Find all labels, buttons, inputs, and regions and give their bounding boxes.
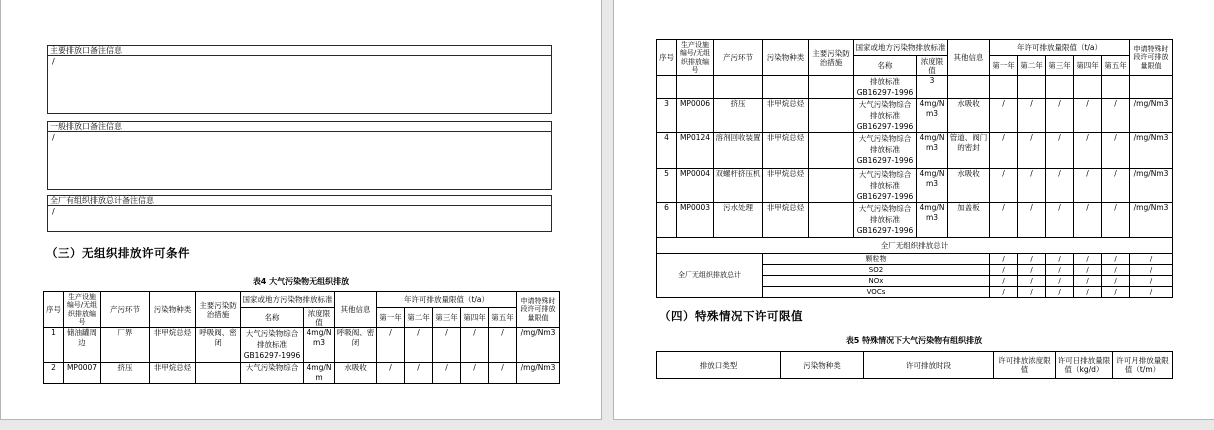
cell-pollutant: 非甲烷总烃 bbox=[150, 328, 196, 363]
remark-value: / bbox=[47, 55, 552, 114]
cell-measures bbox=[809, 169, 854, 203]
col-outlet-type: 排放口类型 bbox=[657, 352, 781, 379]
cell-facility: MP0003 bbox=[677, 203, 714, 238]
cell-process: 挤压 bbox=[101, 363, 150, 384]
cell-standard bbox=[854, 99, 917, 133]
col-annual-group: 年许可排放量限值（t/a） bbox=[990, 40, 1130, 56]
standard-line: GB16297-1996 bbox=[243, 351, 301, 360]
summary-value: / bbox=[1018, 276, 1046, 287]
cell-measures bbox=[809, 76, 854, 99]
cell-seq: 2 bbox=[44, 363, 64, 384]
table-row bbox=[657, 133, 1173, 169]
cell-year4 bbox=[1074, 76, 1102, 99]
summary-value: / bbox=[1102, 276, 1130, 287]
cell-year5: / bbox=[1102, 133, 1130, 169]
summary-value: / bbox=[1018, 287, 1046, 298]
cell-pollutant: 非甲烷总烃 bbox=[763, 169, 809, 203]
cell-facility: MP0007 bbox=[64, 363, 101, 384]
standard-line: 排放标准 bbox=[870, 215, 900, 224]
summary-value: / bbox=[1046, 287, 1074, 298]
standard-line: 排放标准 bbox=[870, 181, 900, 190]
summary-value: / bbox=[1102, 254, 1130, 265]
document-page-right bbox=[613, 0, 1214, 420]
remark-section-main-outlet bbox=[47, 45, 552, 114]
cell-facility bbox=[677, 76, 714, 99]
col-monthly-limit: 许可月排放量限值（t/m） bbox=[1113, 352, 1173, 379]
cell-year3: / bbox=[433, 363, 461, 384]
cell-year3: / bbox=[433, 328, 461, 363]
summary-value: / bbox=[1102, 287, 1130, 298]
document-page-left bbox=[0, 0, 602, 420]
remark-value: / bbox=[47, 131, 552, 190]
cell-process: 双螺杆挤压机 bbox=[714, 169, 763, 203]
summary-value: / bbox=[990, 287, 1018, 298]
cell-standard bbox=[854, 76, 917, 99]
cell-other: 水吸收 bbox=[948, 169, 990, 203]
col-year2: 第二年 bbox=[405, 308, 433, 328]
col-year3: 第三年 bbox=[1046, 56, 1074, 76]
cell-year3: / bbox=[1046, 169, 1074, 203]
cell-year4: / bbox=[1074, 169, 1102, 203]
col-year5: 第五年 bbox=[489, 308, 517, 328]
cell-seq bbox=[657, 76, 677, 99]
cell-year4: / bbox=[1074, 99, 1102, 133]
cell-seq: 3 bbox=[657, 99, 677, 133]
col-concentration-limit: 浓度限值 bbox=[304, 308, 335, 328]
standard-line: 排放标准 bbox=[257, 340, 287, 349]
cell-year5: / bbox=[489, 328, 517, 363]
cell-process: 挤压 bbox=[714, 99, 763, 133]
cell-year2 bbox=[1018, 76, 1046, 99]
cell-pollutant: 非甲烷总烃 bbox=[763, 133, 809, 169]
cell-limit: 4mg/Nm3 bbox=[917, 133, 948, 169]
cell-pollutant: 非甲烷总烃 bbox=[763, 203, 809, 238]
standard-line: GB16297-1996 bbox=[856, 122, 914, 131]
cell-year3: / bbox=[1046, 133, 1074, 169]
col-year1: 第一年 bbox=[377, 308, 405, 328]
col-daily-limit: 许可日排放量限值（kg/d） bbox=[1056, 352, 1113, 379]
col-concentration-limit: 浓度限值 bbox=[917, 56, 948, 76]
summary-pollutant: SO2 bbox=[763, 265, 990, 276]
cell-facility: MP0006 bbox=[677, 99, 714, 133]
col-year2: 第二年 bbox=[1018, 56, 1046, 76]
remark-title: 一般排放口备注信息 bbox=[47, 121, 552, 132]
cell-other: 加盖板 bbox=[948, 203, 990, 238]
col-year4: 第四年 bbox=[1074, 56, 1102, 76]
table-row bbox=[657, 203, 1173, 238]
cell-year3: / bbox=[1046, 203, 1074, 238]
summary-value: / bbox=[1018, 265, 1046, 276]
cell-year5: / bbox=[1102, 203, 1130, 238]
col-facility: 生产设施编号/无组织排放编号 bbox=[64, 292, 101, 328]
cell-year2: / bbox=[1018, 99, 1046, 133]
standard-line: GB16297-1996 bbox=[856, 226, 914, 235]
cell-process: 溶剂回收装置 bbox=[714, 133, 763, 169]
cell-other: 管道、阀门的密封 bbox=[948, 133, 990, 169]
summary-value: / bbox=[1018, 254, 1046, 265]
cell-year4: / bbox=[1074, 203, 1102, 238]
cell-year4: / bbox=[461, 328, 489, 363]
col-standard-group: 国家或地方污染物排放标准 bbox=[241, 292, 335, 308]
standard-line: 排放标准 bbox=[870, 145, 900, 154]
col-special: 申请特殊时段许可排放量限值 bbox=[517, 292, 560, 328]
summary-value: / bbox=[1130, 265, 1173, 276]
cell-year4: / bbox=[1074, 133, 1102, 169]
col-other: 其他信息 bbox=[335, 292, 377, 328]
col-standard-group: 国家或地方污染物排放标准 bbox=[854, 40, 948, 56]
cell-seq: 1 bbox=[44, 328, 64, 363]
cell-other: 水吸收 bbox=[335, 363, 377, 384]
cell-other: 呼吸阀、密闭 bbox=[335, 328, 377, 363]
table-header-row bbox=[44, 292, 560, 308]
cell-year2: / bbox=[405, 363, 433, 384]
col-year3: 第三年 bbox=[433, 308, 461, 328]
cell-limit: 4mg/Nm3 bbox=[304, 328, 335, 363]
col-process: 产污环节 bbox=[101, 292, 150, 328]
cell-year4: / bbox=[461, 363, 489, 384]
summary-pollutant: 颗粒物 bbox=[763, 254, 990, 265]
summary-value: / bbox=[1130, 287, 1173, 298]
summary-value: / bbox=[1074, 254, 1102, 265]
summary-value: / bbox=[990, 254, 1018, 265]
table-row bbox=[657, 169, 1173, 203]
cell-year1: / bbox=[990, 99, 1018, 133]
remark-value: / bbox=[47, 205, 552, 232]
cell-standard: 大气污染物综合 bbox=[241, 363, 304, 384]
summary-value: / bbox=[1046, 265, 1074, 276]
section-heading-3: （三）无组织排放许可条件 bbox=[46, 246, 190, 260]
cell-special: /mg/Nm3 bbox=[1130, 203, 1173, 238]
cell-year2: / bbox=[405, 328, 433, 363]
cell-standard bbox=[241, 328, 304, 363]
summary-row bbox=[657, 254, 1173, 265]
cell-year1 bbox=[990, 76, 1018, 99]
col-other: 其他信息 bbox=[948, 40, 990, 76]
standard-line: 排放标准 bbox=[870, 77, 900, 86]
cell-measures: 呼吸阀、密闭 bbox=[196, 328, 241, 363]
cell-year1: / bbox=[377, 363, 405, 384]
cell-limit: 4mg/Nm3 bbox=[917, 203, 948, 238]
cell-standard bbox=[854, 133, 917, 169]
col-permit-period: 许可排放时段 bbox=[864, 352, 994, 379]
table4-continued bbox=[656, 39, 1173, 298]
cell-year1: / bbox=[377, 328, 405, 363]
remark-section-plant-total bbox=[47, 195, 552, 232]
table4-title: 表4 大气污染物无组织排放 bbox=[252, 277, 350, 286]
summary-value: / bbox=[1074, 276, 1102, 287]
cell-standard bbox=[854, 203, 917, 238]
col-pollutant: 污染物种类 bbox=[150, 292, 196, 328]
cell-pollutant bbox=[763, 76, 809, 99]
cell-special: /mg/Nm3 bbox=[1130, 99, 1173, 133]
summary-value: / bbox=[1130, 254, 1173, 265]
cell-year5: / bbox=[1102, 99, 1130, 133]
cell-measures bbox=[809, 203, 854, 238]
cell-other: 水吸收 bbox=[948, 99, 990, 133]
col-concentration-limit: 许可排放浓度限值 bbox=[994, 352, 1056, 379]
summary-value: / bbox=[1046, 276, 1074, 287]
cell-limit: 4mg/Nm3 bbox=[917, 99, 948, 133]
col-special: 申请特殊时段许可排放量限值 bbox=[1130, 40, 1173, 76]
summary-value: / bbox=[1102, 265, 1130, 276]
standard-line: GB16297-1996 bbox=[856, 88, 914, 97]
col-standard-name: 名称 bbox=[854, 56, 917, 76]
table-header-row bbox=[657, 40, 1173, 56]
cell-pollutant: 非甲烷总烃 bbox=[763, 99, 809, 133]
summary-value: / bbox=[1046, 254, 1074, 265]
cell-other bbox=[948, 76, 990, 99]
cell-year5: / bbox=[1102, 169, 1130, 203]
cell-year1: / bbox=[990, 203, 1018, 238]
remark-section-general-outlet bbox=[47, 121, 552, 190]
standard-line: GB16297-1996 bbox=[856, 156, 914, 165]
cell-special: /mg/Nm3 bbox=[1130, 169, 1173, 203]
cell-special bbox=[1130, 76, 1173, 99]
summary-value: / bbox=[990, 265, 1018, 276]
col-process: 产污环节 bbox=[714, 40, 763, 76]
col-seq: 序号 bbox=[657, 40, 677, 76]
cell-facility: MP0004 bbox=[677, 169, 714, 203]
cell-measures bbox=[809, 99, 854, 133]
col-facility: 生产设施编号/无组织排放编号 bbox=[677, 40, 714, 76]
standard-line: 大气污染物综合 bbox=[858, 170, 912, 179]
cell-process bbox=[714, 76, 763, 99]
table-row bbox=[44, 328, 560, 363]
col-seq: 序号 bbox=[44, 292, 64, 328]
summary-value: / bbox=[1130, 276, 1173, 287]
col-measures: 主要污染防治措施 bbox=[809, 40, 854, 76]
standard-line: 大气污染物综合 bbox=[858, 100, 912, 109]
summary-pollutant: NOx bbox=[763, 276, 990, 287]
cell-year2: / bbox=[1018, 203, 1046, 238]
table5 bbox=[656, 351, 1173, 379]
standard-line: GB16297-1996 bbox=[856, 192, 914, 201]
col-year5: 第五年 bbox=[1102, 56, 1130, 76]
summary-pollutant: VOCs bbox=[763, 287, 990, 298]
cell-year5: / bbox=[489, 363, 517, 384]
summary-label: 全厂无组织排放总计 bbox=[657, 254, 763, 298]
remark-title: 全厂有组织排放总计备注信息 bbox=[47, 195, 552, 206]
summary-value: / bbox=[1074, 265, 1102, 276]
table4-left bbox=[43, 291, 560, 384]
cell-seq: 5 bbox=[657, 169, 677, 203]
col-pollutant-type: 污染物种类 bbox=[781, 352, 864, 379]
cell-limit: 3 bbox=[917, 76, 948, 99]
cell-limit: 4mg/Nm3 bbox=[917, 169, 948, 203]
cell-year5 bbox=[1102, 76, 1130, 99]
col-measures: 主要污染防治措施 bbox=[196, 292, 241, 328]
col-year1: 第一年 bbox=[990, 56, 1018, 76]
cell-year1: / bbox=[990, 169, 1018, 203]
cell-seq: 6 bbox=[657, 203, 677, 238]
cell-special: /mg/Nm3 bbox=[517, 328, 560, 363]
col-annual-group: 年许可排放量限值（t/a） bbox=[377, 292, 517, 308]
col-pollutant: 污染物种类 bbox=[763, 40, 809, 76]
table-header-row bbox=[657, 352, 1173, 379]
table-row bbox=[657, 99, 1173, 133]
total-banner: 全厂无组织排放总计 bbox=[657, 238, 1173, 254]
col-year4: 第四年 bbox=[461, 308, 489, 328]
cell-seq: 4 bbox=[657, 133, 677, 169]
cell-year1: / bbox=[990, 133, 1018, 169]
remark-title: 主要排放口备注信息 bbox=[47, 45, 552, 56]
cell-special: /mg/Nm3 bbox=[1130, 133, 1173, 169]
cell-measures bbox=[809, 133, 854, 169]
cell-limit: 4mg/Nm bbox=[304, 363, 335, 384]
summary-value: / bbox=[1074, 287, 1102, 298]
table-row bbox=[44, 363, 560, 384]
cell-year2: / bbox=[1018, 133, 1046, 169]
section-heading-4: （四）特殊情况下许可限值 bbox=[659, 309, 803, 323]
cell-special: /mg/Nm3 bbox=[517, 363, 560, 384]
cell-pollutant: 非甲烷总烃 bbox=[150, 363, 196, 384]
col-standard-name: 名称 bbox=[241, 308, 304, 328]
cell-year3 bbox=[1046, 76, 1074, 99]
cell-facility: 储油罐周边 bbox=[64, 328, 101, 363]
cell-year3: / bbox=[1046, 99, 1074, 133]
table5-title: 表5 特殊情况下大气污染物有组织排放 bbox=[845, 336, 983, 345]
cell-standard bbox=[854, 169, 917, 203]
summary-value: / bbox=[990, 276, 1018, 287]
cell-process: 厂界 bbox=[101, 328, 150, 363]
standard-line: 大气污染物综合 bbox=[858, 134, 912, 143]
table-row-continuation bbox=[657, 76, 1173, 99]
standard-line: 排放标准 bbox=[870, 111, 900, 120]
cell-facility: MP0124 bbox=[677, 133, 714, 169]
cell-year2: / bbox=[1018, 169, 1046, 203]
standard-line: 大气污染物综合 bbox=[245, 329, 299, 338]
table-banner-row bbox=[657, 238, 1173, 254]
cell-measures bbox=[196, 363, 241, 384]
cell-process: 污水处理 bbox=[714, 203, 763, 238]
standard-line: 大气污染物综合 bbox=[858, 204, 912, 213]
